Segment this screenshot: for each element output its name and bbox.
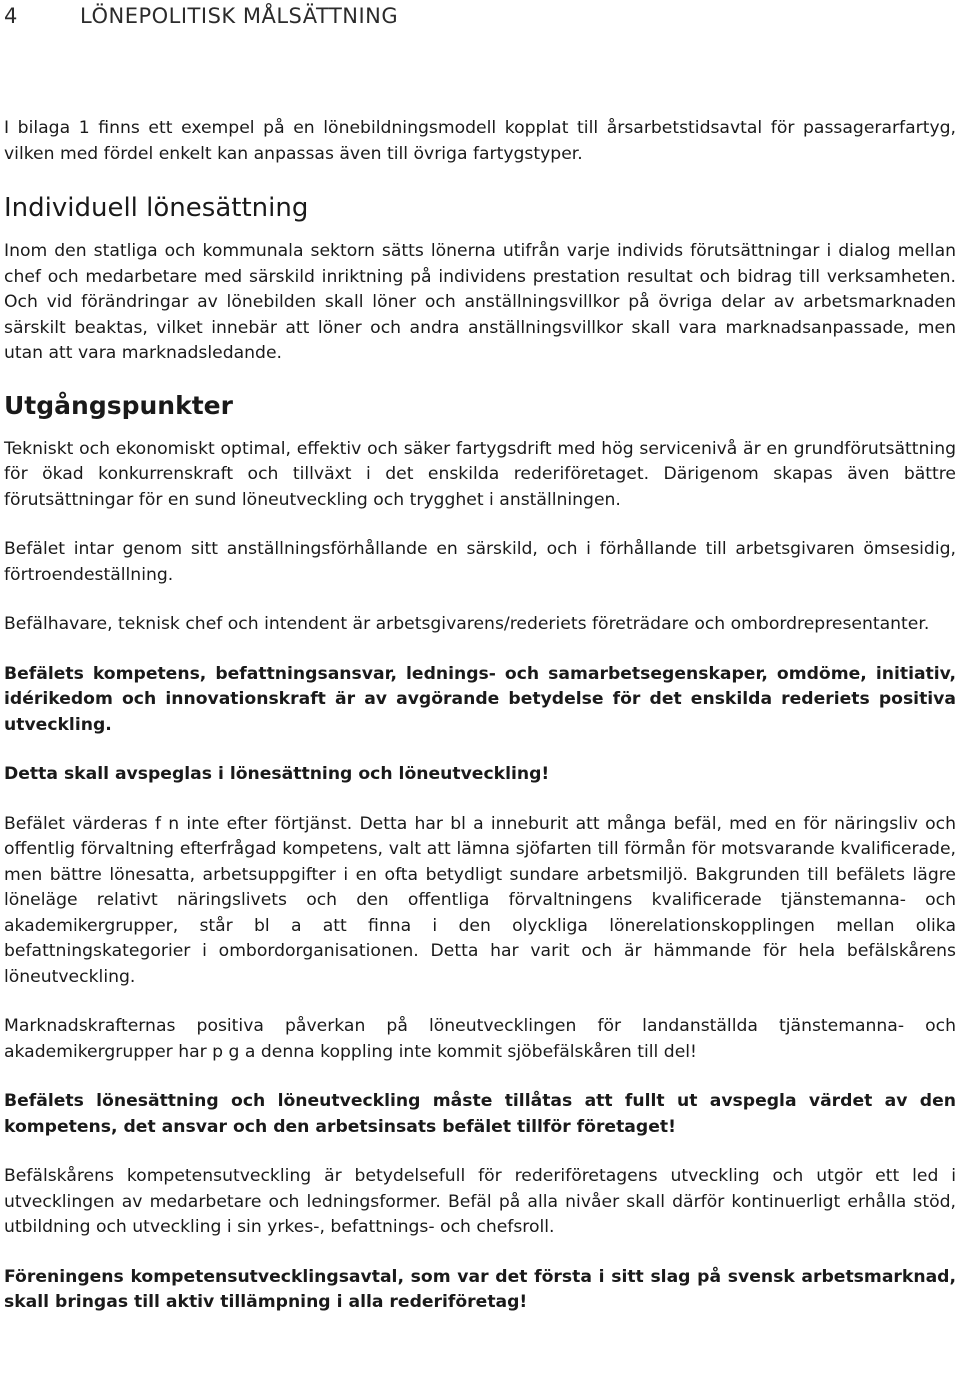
paragraph-2: Befälet intar genom sitt anställningsförhållande en särskild, och i förhållande till arbetsgivaren ömsesidig, förtroendeställning. [4, 539, 956, 585]
page-header [4, 4, 956, 34]
paragraph-3: Befälhavare, teknisk chef och intendent är arbetsgivarens/rederiets företrädare och ombordrepresentanter. [4, 614, 930, 634]
section1-paragraph: Inom den statliga och kommunala sektorn sätts lönerna utifrån varje individs förutsättningar i dialog mellan chef och medarbetare med särskild inriktning på individens prestation resultat och bidrag till verksamheten. Och vid förändringar av lönebilden skall löner och anställningsvillkor på övriga delar av arbetsmarknaden särskilt beaktas, vilket innebär att löner och andra anställningsvillkor skall vara marknadsanpassade, men utan att vara marknadsledande. [4, 241, 956, 363]
page-number: 4 [4, 4, 18, 28]
section-heading-individuell-lonesattning: Individuell lönesättning [4, 193, 309, 223]
document-title: LÖNEPOLITISK MÅLSÄTTNING [80, 4, 399, 28]
paragraph-6: Befälet värderas f n inte efter förtjänst. Detta har bl a inneburit att många befäl, med en för näringsliv och offentlig förvaltning efterfrågad kompetens, valt att lämna sjöfarten till förmån för motsvarande kvalificerade, men bättre lönesatta, arbetsuppgifter i en ofta betydligt sundare arbetsmiljö. Bakgrunden till befälets lägre löneläge relativt näringslivets och den offentliga förvaltningens kvalificerade tjänstemanna- och akademikergrupper, står bl a att finna i den olyckliga lönerelationskopplingen mellan olika befattningskategorier i ombordorganisationen. Detta har varit och är hämmande för hela befälskårens löneutveckling. [4, 813, 956, 987]
intro-paragraph: I bilaga 1 finns ett exempel på en lönebildningsmodell kopplat till årsarbetstidsavtal för passagerarfartyg, vilken med fördel enkelt kan anpassas även till övriga fartygstyper. [4, 118, 956, 164]
paragraph-1: Tekniskt och ekonomiskt optimal, effektiv och säker fartygsdrift med hög servicenivå är en grundförutsättning för ökad konkurrenskraft och tillväxt i det enskilda rederiföretaget. Därigenom skapas även bättre förutsättningar för en sund löneutveckling och trygghet i anställningen. [4, 438, 956, 510]
paragraph-9: Befälskårens kompetensutveckling är betydelsefull för rederiföretagens utveckling och utgör ett led i utvecklingen av medarbetare och ledningsformer. Befäl på alla nivåer skall därför kontinuerligt erhålla stöd, utbildning och utveckling i sin yrkes-, befattnings- och chefsroll. [4, 1166, 956, 1237]
paragraph-5-bold: Detta skall avspeglas i lönesättning och löneutveckling! [4, 764, 550, 784]
page-content [4, 116, 956, 1316]
paragraph-10-bold: Föreningens kompetensutvecklingsavtal, som var det första i sitt slag på svensk arbetsmarknad, skall bringas till aktiv tillämpning i alla rederiföretag! [4, 1266, 956, 1312]
paragraph-4-bold: Befälets kompetens, befattningsansvar, lednings- och samarbetsegenskaper, omdöme, initiativ, idérikedom och innovationskraft är av avgörande betydelse för det enskilda rederiets positiva utveckling. [4, 663, 956, 735]
paragraph-8-bold: Befälets lönesättning och löneutveckling måste tillåtas att fullt ut avspegla värdet av den kompetens, det ansvar och den arbetsinsats befälet tillför företaget! [4, 1091, 956, 1137]
section-heading-utgangspunkter: Utgångspunkter [4, 390, 233, 420]
paragraph-7: Marknadskrafternas positiva påverkan på löneutvecklingen för landanställda tjänstemanna- och akademikergrupper har p g a denna koppling inte kommit sjöbefälskåren till del! [4, 1016, 956, 1062]
